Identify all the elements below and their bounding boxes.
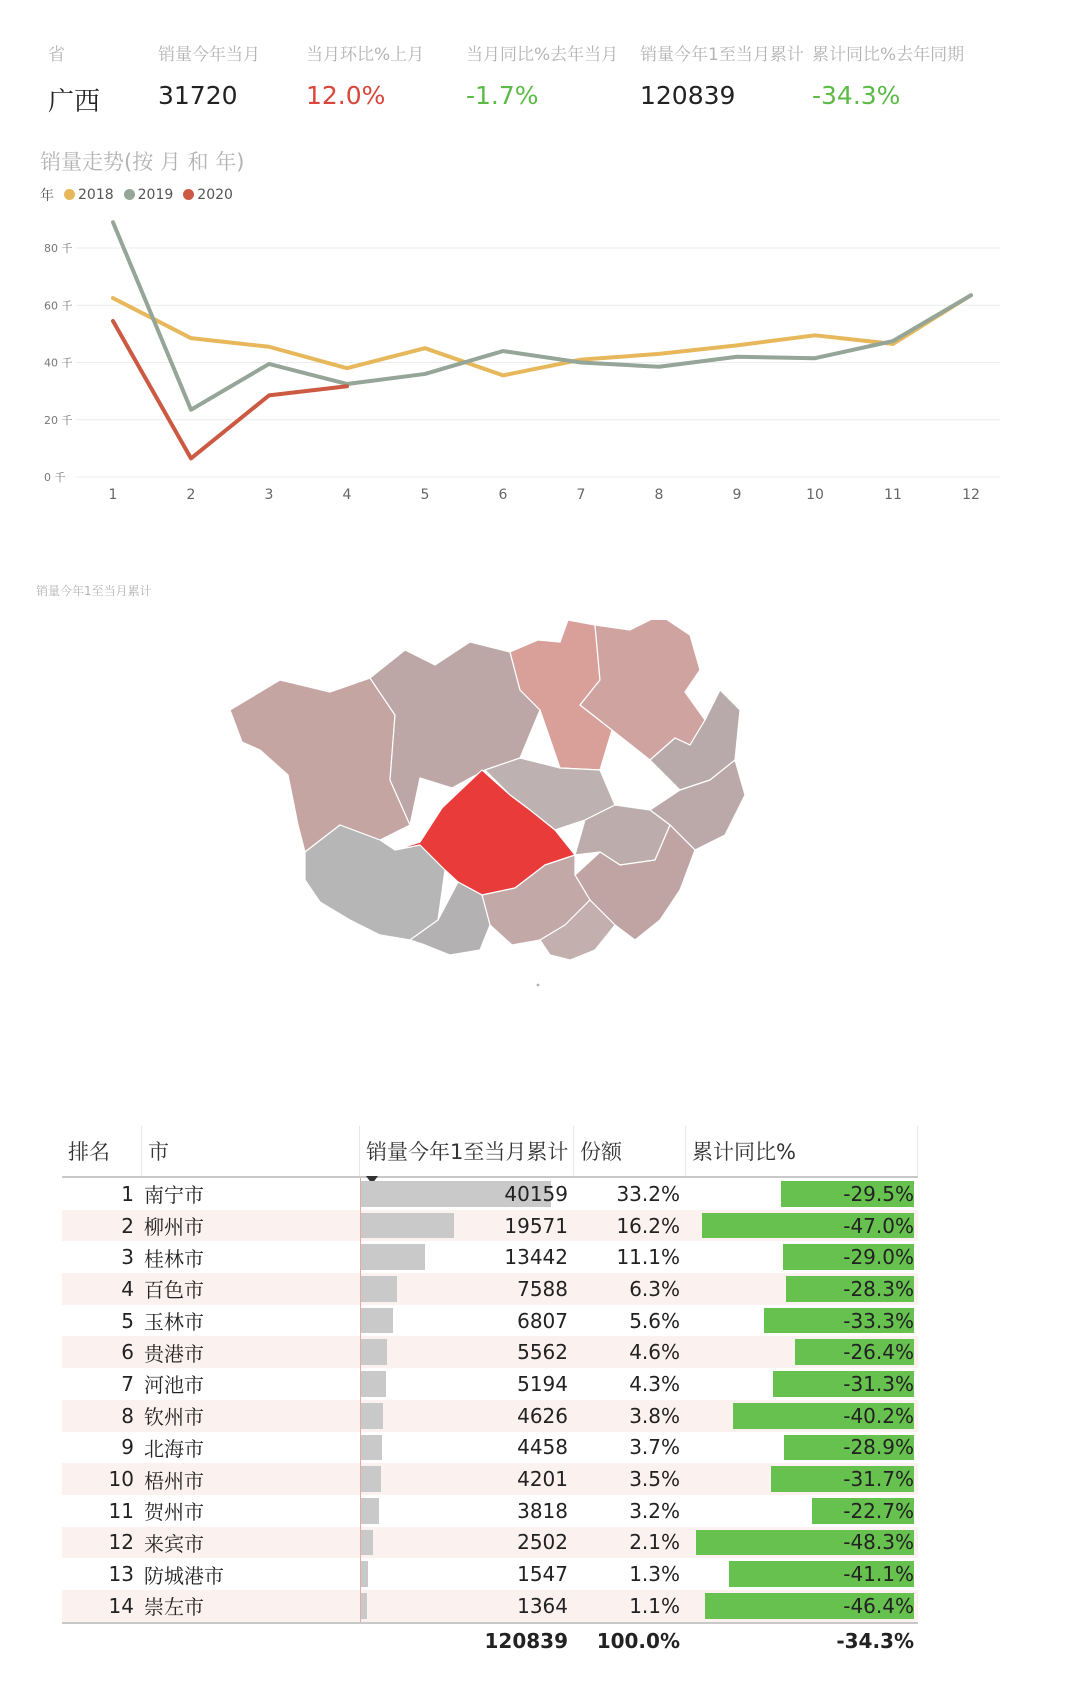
sales-cell-text: 4201: [517, 1467, 568, 1492]
city-cell: [142, 1336, 360, 1368]
city-cell-text: 防城港市: [144, 1563, 224, 1588]
yoy-cell: [686, 1305, 918, 1337]
kpi-value: 31720: [158, 81, 238, 110]
yoy-cell-text: -29.0%: [843, 1245, 914, 1270]
rank-cell-text: 4: [121, 1276, 134, 1301]
sales-bar: [361, 1276, 397, 1302]
city-cell: [142, 1210, 360, 1242]
city-cell-text: 崇左市: [144, 1595, 204, 1620]
sales-cell: [360, 1527, 574, 1559]
kpi-value: -1.7%: [466, 81, 539, 110]
sales-bar: [361, 1466, 381, 1492]
share-cell: [574, 1210, 686, 1242]
city-cell-text: 南宁市: [144, 1183, 204, 1208]
kpi-value: 12.0%: [306, 81, 386, 110]
sales-bar: [361, 1244, 425, 1270]
rank-cell: [62, 1432, 142, 1464]
share-cell-text: 33.2%: [616, 1181, 680, 1206]
total-rank-cell: [62, 1624, 142, 1658]
x-tick-label: 10: [806, 487, 824, 503]
city-cell: [142, 1590, 360, 1622]
x-tick-label: 5: [420, 487, 430, 503]
y-tick-label: 80 千: [44, 242, 73, 255]
kpi-yoy-month: [466, 40, 618, 110]
legend-label: 2020: [197, 187, 233, 203]
rank-cell: [62, 1178, 142, 1210]
share-cell: [574, 1368, 686, 1400]
table-row[interactable]: [62, 1178, 918, 1210]
sales-bar: [361, 1308, 393, 1334]
yoy-cell-text: -47.0%: [843, 1213, 914, 1238]
city-cell-text: 北海市: [144, 1436, 204, 1461]
kpi-month-sales: [158, 40, 260, 110]
yoy-cell: [686, 1273, 918, 1305]
sales-cell-text: 40159: [504, 1181, 568, 1206]
rank-cell: [62, 1527, 142, 1559]
share-cell: [574, 1178, 686, 1210]
yoy-cell-text: -28.9%: [843, 1435, 914, 1460]
kpi-value: 广西: [48, 87, 101, 117]
share-cell-text: 11.1%: [616, 1245, 680, 1270]
rank-cell-text: 10: [108, 1467, 134, 1492]
yoy-cell: [686, 1336, 918, 1368]
table-body: [62, 1178, 918, 1622]
rank-cell: [62, 1463, 142, 1495]
rank-cell-text: 7: [121, 1371, 134, 1396]
y-tick-label: 0 千: [44, 471, 66, 484]
map-title: 销量今年1至当月累计: [36, 584, 152, 598]
sales-cell-text: 6807: [517, 1308, 568, 1333]
trend-chart: [0, 215, 1000, 535]
share-cell: [574, 1336, 686, 1368]
sales-bar: [361, 1530, 373, 1556]
share-cell-text: 4.6%: [629, 1340, 680, 1365]
share-cell-text: 3.8%: [629, 1403, 680, 1428]
sales-bar: [361, 1371, 386, 1397]
legend-item-2020[interactable]: [183, 187, 233, 203]
chart-title: 销量走势(按 月 和 年): [40, 150, 245, 174]
sales-cell-text: 1364: [517, 1593, 568, 1618]
sales-cell: [360, 1178, 574, 1210]
yoy-cell-text: -48.3%: [843, 1530, 914, 1555]
sales-cell: [360, 1400, 574, 1432]
yoy-cell: [686, 1241, 918, 1273]
x-tick-label: 11: [884, 487, 902, 503]
sales-cell: [360, 1495, 574, 1527]
total-share: 100.0%: [596, 1628, 680, 1653]
rank-cell-text: 14: [108, 1593, 134, 1618]
province-map: [220, 620, 780, 1060]
share-cell-text: 3.5%: [629, 1467, 680, 1492]
city-cell: [142, 1241, 360, 1273]
rank-cell-text: 1: [121, 1181, 134, 1206]
share-cell: [574, 1305, 686, 1337]
col-sales-header[interactable]: [360, 1126, 574, 1176]
city-cell: [142, 1368, 360, 1400]
sales-cell-text: 19571: [504, 1213, 568, 1238]
kpi-value: 120839: [640, 81, 736, 110]
kpi-label: 销量今年1至当月累计: [640, 45, 804, 65]
city-cell-text: 柳州市: [144, 1215, 204, 1240]
legend-label: 2019: [137, 187, 174, 203]
yoy-cell-text: -33.3%: [843, 1308, 914, 1333]
share-cell-text: 4.3%: [629, 1371, 680, 1396]
x-tick-label: 4: [342, 487, 352, 503]
kpi-province: [48, 40, 100, 118]
sales-cell: [360, 1590, 574, 1622]
sales-cell-text: 2502: [517, 1530, 568, 1555]
share-cell: [574, 1590, 686, 1622]
sales-cell-text: 4458: [517, 1435, 568, 1460]
share-cell: [574, 1241, 686, 1273]
table-row[interactable]: [62, 1273, 918, 1305]
yoy-cell: [686, 1463, 918, 1495]
sales-cell: [360, 1463, 574, 1495]
legend-label: 2018: [78, 187, 114, 203]
col-city-header[interactable]: 市: [142, 1126, 360, 1176]
table-row[interactable]: [62, 1368, 918, 1400]
kpi-label: 累计同比%去年同期: [812, 45, 965, 65]
rank-cell: [62, 1558, 142, 1590]
share-cell-text: 3.2%: [629, 1498, 680, 1523]
sales-cell: [360, 1210, 574, 1242]
share-cell: [574, 1495, 686, 1527]
city-cell-text: 贺州市: [144, 1500, 204, 1525]
yoy-cell-text: -46.4%: [843, 1593, 914, 1618]
city-table: [62, 1126, 918, 1658]
y-tick-label: 20 千: [44, 413, 73, 427]
yoy-cell-text: -22.7%: [843, 1498, 914, 1523]
kpi-label: 当月环比%上月: [306, 45, 425, 65]
city-cell: [142, 1527, 360, 1559]
sales-cell: [360, 1336, 574, 1368]
sales-cell: [360, 1558, 574, 1590]
share-cell-text: 6.3%: [629, 1276, 680, 1301]
rank-cell-text: 8: [121, 1403, 134, 1428]
share-cell-text: 5.6%: [629, 1308, 680, 1333]
yoy-cell: [686, 1590, 918, 1622]
sales-cell-text: 4626: [517, 1403, 568, 1428]
city-cell: [142, 1495, 360, 1527]
rank-cell: [62, 1241, 142, 1273]
sales-bar: [361, 1561, 368, 1587]
city-cell: [142, 1432, 360, 1464]
city-cell-text: 桂林市: [144, 1246, 204, 1271]
rank-cell: [62, 1305, 142, 1337]
sales-bar: [361, 1498, 379, 1524]
col-share-header[interactable]: 份额: [574, 1126, 686, 1176]
sales-cell: [360, 1432, 574, 1464]
rank-cell-text: 13: [108, 1562, 134, 1587]
rank-cell: [62, 1273, 142, 1305]
col-yoy-header[interactable]: 累计同比%: [686, 1126, 918, 1176]
x-tick-label: 9: [732, 487, 742, 503]
share-cell-text: 1.1%: [629, 1593, 680, 1618]
rank-cell: [62, 1495, 142, 1527]
series-line-2019[interactable]: [113, 222, 971, 409]
rank-cell-text: 6: [121, 1340, 134, 1365]
sales-cell-text: 13442: [504, 1245, 568, 1270]
legend-item-2018[interactable]: [64, 187, 114, 203]
city-cell: [142, 1463, 360, 1495]
table-row[interactable]: [62, 1527, 918, 1559]
rank-cell-text: 2: [121, 1213, 134, 1238]
city-cell-text: 玉林市: [144, 1310, 204, 1335]
sales-bar: [361, 1213, 454, 1239]
col-sales-label: 销量今年1至当月累计: [366, 1140, 569, 1164]
series-line-2018[interactable]: [113, 295, 971, 375]
sales-bar: [361, 1403, 383, 1429]
kpi-ytd-sales: [640, 40, 804, 110]
table-header: [62, 1126, 918, 1178]
yoy-cell: [686, 1432, 918, 1464]
sales-cell-text: 3818: [517, 1498, 568, 1523]
rank-cell-text: 11: [108, 1498, 134, 1523]
table-row[interactable]: [62, 1400, 918, 1432]
share-cell: [574, 1400, 686, 1432]
kpi-label: 当月同比%去年当月: [466, 45, 619, 65]
yoy-cell-text: -40.2%: [843, 1403, 914, 1428]
city-cell: [142, 1305, 360, 1337]
share-cell: [574, 1463, 686, 1495]
table-row[interactable]: [62, 1336, 918, 1368]
table-row[interactable]: [62, 1305, 918, 1337]
x-tick-label: 3: [264, 487, 274, 503]
legend-title: 年: [40, 188, 54, 204]
yoy-cell-text: -41.1%: [843, 1562, 914, 1587]
yoy-cell: [686, 1495, 918, 1527]
yoy-cell: [686, 1558, 918, 1590]
total-yoy: -34.3%: [836, 1628, 914, 1653]
kpi-label: 销量今年当月: [158, 45, 260, 65]
kpi-value: -34.3%: [812, 81, 901, 110]
table-row[interactable]: [62, 1432, 918, 1464]
sales-bar: [361, 1593, 367, 1619]
y-tick-label: 40 千: [44, 356, 73, 370]
legend-dot-icon: [124, 189, 135, 200]
yoy-cell-text: -31.3%: [843, 1371, 914, 1396]
x-tick-label: 8: [654, 487, 664, 503]
y-tick-label: 60 千: [44, 299, 73, 313]
yoy-cell-text: -28.3%: [843, 1276, 914, 1301]
kpi-ytd-yoy: [812, 40, 964, 110]
city-cell-text: 贵港市: [144, 1341, 204, 1366]
sales-cell: [360, 1368, 574, 1400]
sales-bar: [361, 1339, 387, 1365]
sales-cell-text: 5194: [517, 1371, 568, 1396]
yoy-cell: [686, 1527, 918, 1559]
share-cell-text: 1.3%: [629, 1562, 680, 1587]
table-row[interactable]: [62, 1495, 918, 1527]
yoy-cell: [686, 1210, 918, 1242]
city-cell: [142, 1558, 360, 1590]
table-row[interactable]: [62, 1463, 918, 1495]
sales-cell: [360, 1305, 574, 1337]
city-cell: [142, 1400, 360, 1432]
table-row[interactable]: [62, 1558, 918, 1590]
city-cell-text: 百色市: [144, 1278, 204, 1303]
total-city-cell: [142, 1624, 360, 1658]
x-tick-label: 1: [108, 487, 118, 503]
table-row[interactable]: [62, 1241, 918, 1273]
kpi-mom: [306, 40, 424, 110]
chart-legend: [40, 185, 239, 205]
map-region-baise[interactable]: [230, 678, 410, 852]
rank-cell-text: 9: [121, 1435, 134, 1460]
sales-bar: [361, 1435, 382, 1461]
share-cell: [574, 1558, 686, 1590]
rank-cell: [62, 1400, 142, 1432]
yoy-cell-text: -31.7%: [843, 1467, 914, 1492]
city-cell-text: 来宾市: [144, 1531, 204, 1556]
city-cell-text: 钦州市: [144, 1405, 204, 1430]
legend-dot-icon: [64, 189, 75, 200]
x-tick-label: 6: [498, 487, 508, 503]
rank-cell: [62, 1368, 142, 1400]
rank-cell: [62, 1590, 142, 1622]
city-cell-text: 河池市: [144, 1373, 204, 1398]
share-cell-text: 2.1%: [629, 1530, 680, 1555]
yoy-cell-text: -26.4%: [843, 1340, 914, 1365]
sales-cell-text: 5562: [517, 1340, 568, 1365]
total-sales: 120839: [484, 1628, 568, 1653]
col-rank-header[interactable]: 排名: [62, 1126, 142, 1176]
legend-item-2019[interactable]: [124, 187, 174, 203]
sales-cell: [360, 1273, 574, 1305]
city-cell: [142, 1273, 360, 1305]
table-row[interactable]: [62, 1210, 918, 1242]
legend-dot-icon: [183, 189, 194, 200]
yoy-cell: [686, 1178, 918, 1210]
sales-cell-text: 1547: [517, 1562, 568, 1587]
share-cell-text: 16.2%: [616, 1213, 680, 1238]
rank-cell-text: 12: [108, 1530, 134, 1555]
city-cell-text: 梧州市: [144, 1468, 204, 1493]
share-cell-text: 3.7%: [629, 1435, 680, 1460]
yoy-cell: [686, 1368, 918, 1400]
share-cell: [574, 1273, 686, 1305]
yoy-cell-text: -29.5%: [843, 1181, 914, 1206]
sales-cell-text: 7588: [517, 1276, 568, 1301]
table-row[interactable]: [62, 1590, 918, 1622]
x-tick-label: 7: [576, 487, 586, 503]
kpi-label: 省: [48, 45, 65, 65]
city-cell: [142, 1178, 360, 1210]
share-cell: [574, 1432, 686, 1464]
rank-cell-text: 3: [121, 1245, 134, 1270]
table-total-row: [62, 1622, 918, 1658]
share-cell: [574, 1527, 686, 1559]
rank-cell-text: 5: [121, 1308, 134, 1333]
map-island: [536, 983, 540, 987]
x-tick-label: 12: [962, 487, 980, 503]
rank-cell: [62, 1210, 142, 1242]
x-tick-label: 2: [186, 487, 196, 503]
sales-cell: [360, 1241, 574, 1273]
rank-cell: [62, 1336, 142, 1368]
yoy-cell: [686, 1400, 918, 1432]
